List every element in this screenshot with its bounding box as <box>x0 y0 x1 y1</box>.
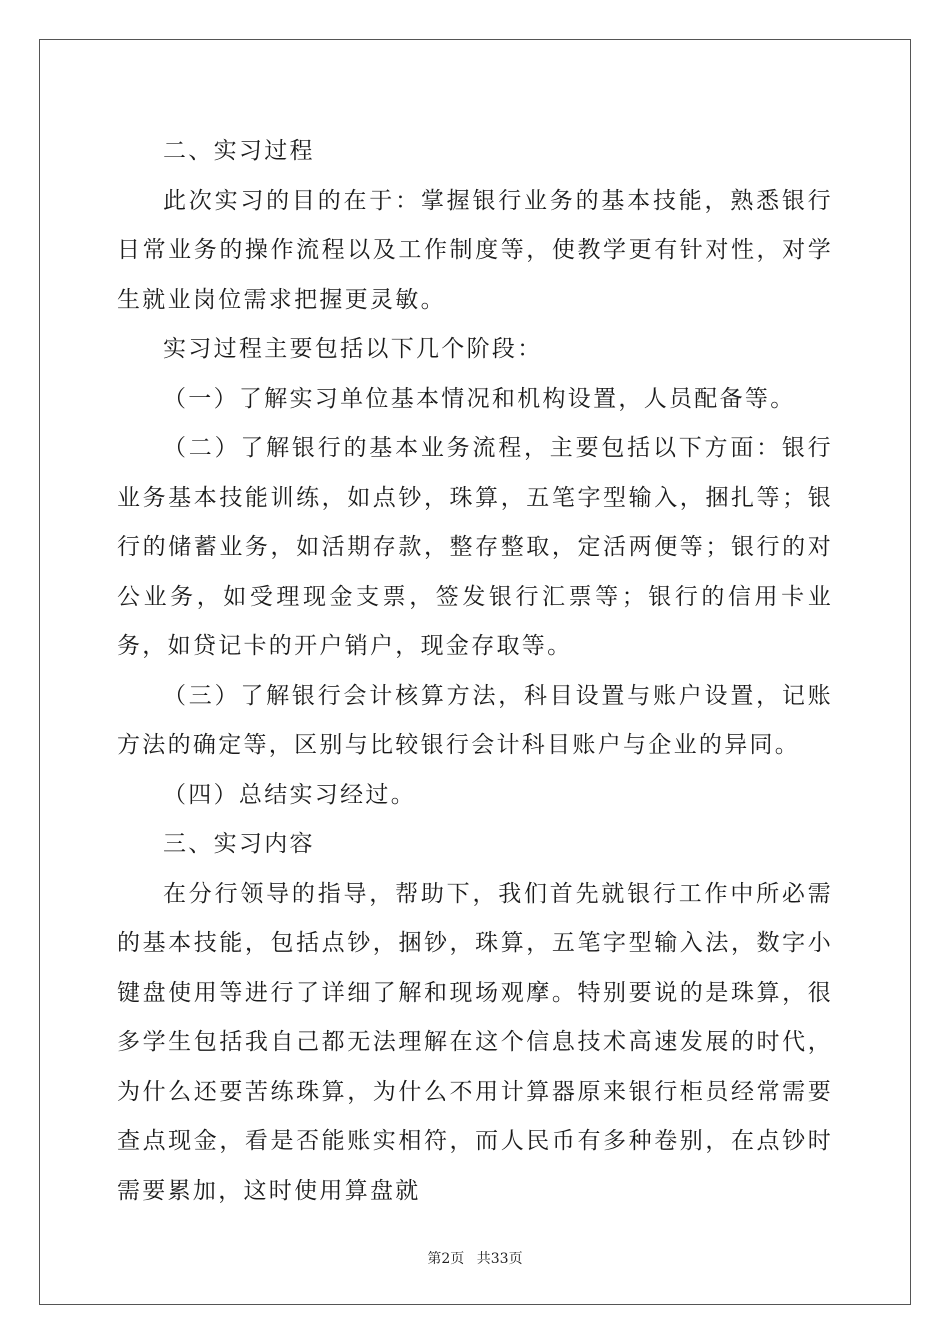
paragraph-stage-1: （一）了解实习单位基本情况和机构设置，人员配备等。 <box>163 385 796 412</box>
page-total: 共33页 <box>476 1251 523 1267</box>
paragraph-stage-3: （三）了解银行会计核算方法，科目设置与账户设置，记账方法的确定等，区别与比较银行会计科目账户与企业的异同。 <box>117 682 833 758</box>
page-footer <box>0 1248 950 1268</box>
paragraph-stage-4: （四）总结实习经过。 <box>163 781 416 808</box>
section-heading-process: 二、实习过程 <box>163 138 315 164</box>
section-heading-content: 三、实习内容 <box>163 831 315 857</box>
paragraph-content: 在分行领导的指导，帮助下，我们首先就银行工作中所必需的基本技能，包括点钞，捆钞，珠算，五笔字型输入法，数字小键盘使用等进行了详细了解和现场观摩。特别要说的是珠算，很多学生包括我自己都无法理解在这个信息技术高速发展的时代，为什么还要苦练珠算，为什么不用计算器原来银行柜员经常需要查点现金，看是否能账实相符，而人民币有多种卷别，在点钞时需要累加，这时使用算盘就 <box>117 880 833 1204</box>
document-body <box>117 127 833 1216</box>
page-number: 第2页 <box>427 1251 465 1267</box>
paragraph-stage-2: （二）了解银行的基本业务流程，主要包括以下方面：银行业务基本技能训练，如点钞，珠算，五笔字型输入，捆扎等；银行的储蓄业务，如活期存款，整存整取，定活两便等；银行的对公业务，如受理现金支票，签发银行汇票等；银行的信用卡业务，如贷记卡的开户销户，现金存取等。 <box>117 435 833 659</box>
paragraph-stages-intro: 实习过程主要包括以下几个阶段： <box>163 336 543 362</box>
paragraph-purpose: 此次实习的目的在于：掌握银行业务的基本技能，熟悉银行日常业务的操作流程以及工作制度等，使教学更有针对性，对学生就业岗位需求把握更灵敏。 <box>117 187 833 313</box>
